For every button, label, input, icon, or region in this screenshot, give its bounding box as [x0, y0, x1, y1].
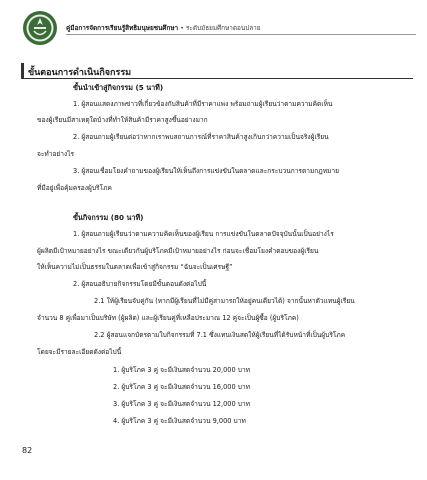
- intro-line: 3. ผู้สอนเชื่อมโยงคำถามของผู้เรียนให้เห็นถึงการแข่งขันในตลาดและกระบวนการตามกฎหมาย: [73, 167, 339, 175]
- section-accent: [21, 63, 24, 79]
- header-divider: [66, 34, 416, 35]
- manual-title: [66, 23, 261, 33]
- consumer-list-item: 2. ผู้บริโภค 3 คู่ จะมีเงินสดจำนวน 16,000 บาท: [113, 383, 250, 391]
- activity-line: ผู้ผลิตมีเป้าหมายอย่างไร ขณะเดียวกันผู้บริโภคมีเป้าหมายอย่างไร ก่อนจะเชื่อมโยงคำตอบของผู้เรียน: [37, 247, 319, 255]
- manual-title-main: คู่มือการจัดการเรียนรู้สิทธิมนุษยชนศึกษา: [66, 24, 179, 32]
- page-number: 82: [22, 446, 33, 455]
- section-heading-bar: [21, 63, 413, 79]
- intro-line: จะทำอย่างไร: [37, 150, 75, 158]
- page-header: [22, 6, 414, 50]
- intro-line: ที่มีอยู่เพื่อคุ้มครองผู้บริโภค: [37, 184, 112, 192]
- activity-line: 2.2 ผู้สอนแจกบัตรตามใบกิจกรรมที่ 7.1 ซึ่งแทนเงินสดให้ผู้เรียนที่ได้รับหน้าที่เป็นผู้บริโภค: [94, 331, 346, 339]
- consumer-list-item: 4. ผู้บริโภค 3 คู่ จะมีเงินสดจำนวน 9,000 บาท: [113, 417, 246, 425]
- intro-line: 2. ผู้สอนถามผู้เรียนต่อว่าหากเราพบสถานการณ์ที่ราคาสินค้าสูงเกินกว่าความเป็นจริงผู้เรียน: [73, 133, 329, 141]
- intro-line: 1. ผู้สอนแสดงภาพข่าวที่เกี่ยวข้องกับสินค้าที่มีราคาแพง พร้อมถามผู้เรียนว่าตามความคิดเห็น: [73, 100, 333, 108]
- activity-line: จำนวน 8 คู่เพื่อมาเป็นบริษัท (ผู้ผลิต) และผู้เรียนคู่ที่เหลือประมาณ 12 คู่จะเป็นผู้ซื้อ (ผู้บริโภค): [37, 314, 299, 322]
- manual-title-sub: • ระดับมัธยมศึกษาตอนปลาย: [178, 24, 261, 32]
- activity-line: 1. ผู้สอนถามผู้เรียนว่าตามความคิดเห็นของผู้เรียน การแข่งขันในตลาดปัจจุบันนั้นเป็นอย่างไร: [73, 230, 334, 238]
- institution-logo-icon: [22, 10, 58, 46]
- consumer-list-item: 1. ผู้บริโภค 3 คู่ จะมีเงินสดจำนวน 20,000 บาท: [113, 366, 250, 374]
- activity-line: ให้เห็นความไม่เป็นธรรมในตลาดเพื่อเข้าสู่กิจกรรม “ฉันจะเป็นเศรษฐี”: [37, 263, 233, 271]
- activity-heading: ขั้นกิจกรรม (80 นาที): [73, 213, 144, 222]
- activity-line: 2.1 ให้ผู้เรียนจับคู่กัน (หากมีผู้เรียนที่ไม่มีคู่สามารถให้อยู่คนเดียวได้) จากนั้นหาตัวแทนผู้เรียน: [94, 297, 355, 305]
- activity-line: 2. ผู้สอนอธิบายกิจกรรมโดยมีขั้นตอนดังต่อไปนี้: [73, 280, 207, 288]
- intro-line: ของผู้เรียนมีสาเหตุใดบ้างที่ทำให้สินค้ามีราคาสูงขึ้นอย่างมาก: [37, 116, 208, 124]
- consumer-list-item: 3. ผู้บริโภค 3 คู่ จะมีเงินสดจำนวน 12,000 บาท: [113, 400, 250, 408]
- activity-line: โดยจะมีรายละเอียดดังต่อไปนี้: [37, 348, 122, 356]
- intro-heading: ขั้นนำเข้าสู่กิจกรรม (5 นาที): [73, 83, 164, 92]
- section-title: ขั้นตอนการดำเนินกิจกรรม: [28, 68, 132, 78]
